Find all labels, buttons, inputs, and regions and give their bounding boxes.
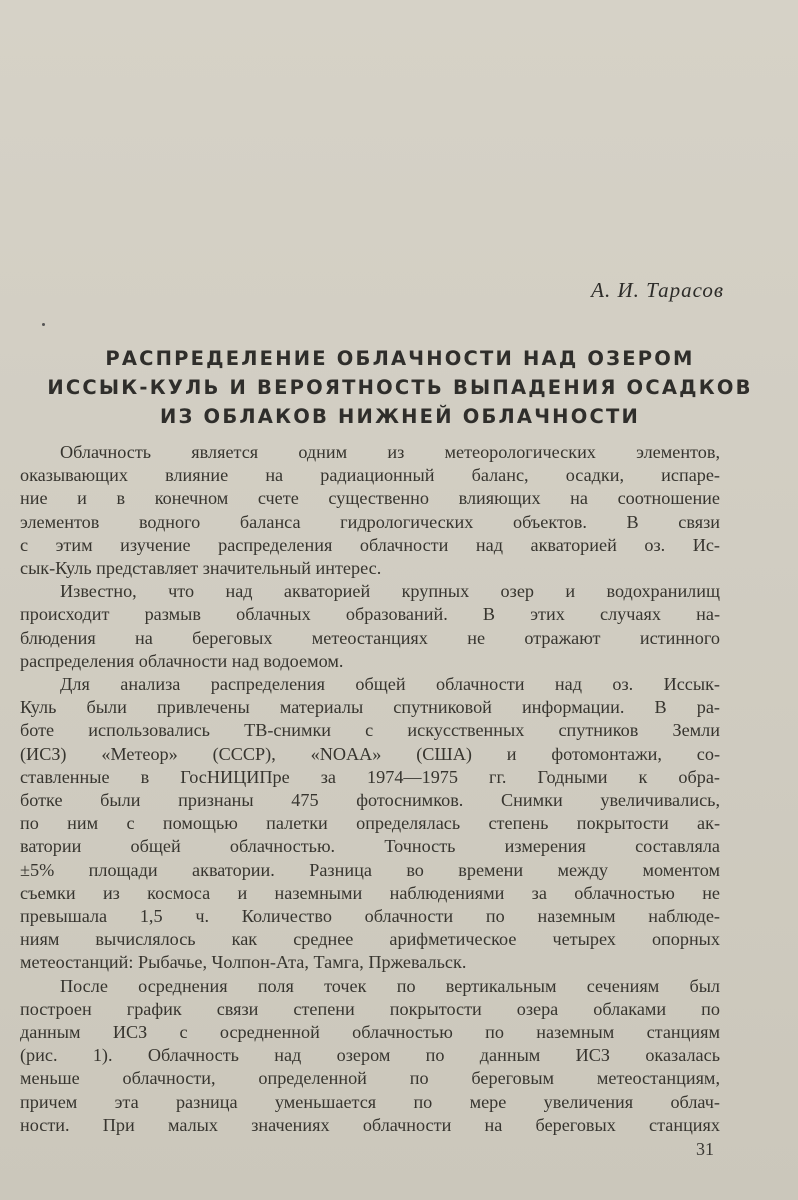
text-line: Известно, что над акваторией крупных озер и водохранилищ	[60, 581, 720, 602]
text-line: съемки из космоса и наземными наблюдениями за облачностью не	[20, 882, 720, 903]
text-line: После осреднения поля точек по вертикальным сечениям был	[60, 975, 720, 996]
text-line: превышала 1,5 ч. Количество облачности по наземным наблюде-	[20, 906, 720, 927]
text-line: (рис. 1). Облачность над озером по данным ИСЗ оказалась	[20, 1045, 720, 1066]
text-line: (ИСЗ) «Метеор» (СССР), «NOAA» (США) и фотомонтажи, со-	[20, 743, 720, 764]
text-line: ставленные в ГосНИЦИПре за 1974—1975 гг. Годными к обра-	[20, 766, 720, 787]
text-line: меньше облачности, определенной по береговым метеостанциям,	[20, 1068, 720, 1089]
text-line: с этим изучение распределения облачности над акваторией оз. Ис-	[20, 534, 720, 555]
title-line: РАСПРЕДЕЛЕНИЕ ОБЛАЧНОСТИ НАД ОЗЕРОМ	[105, 347, 695, 370]
text-line: ние и в конечном счете существенно влияющих на соотношение	[20, 488, 720, 509]
print-speck	[42, 323, 45, 326]
text-line: распределения облачности над водоемом.	[20, 650, 344, 671]
text-line: боте использовались ТВ-снимки с искусственных спутников Земли	[20, 720, 720, 741]
paragraph	[20, 673, 720, 975]
author-name: А. И. Тарасов	[591, 278, 724, 302]
paragraph	[20, 975, 720, 1137]
text-line: метеостанций: Рыбачье, Чолпон-Ата, Тамга, Пржевальск.	[20, 952, 467, 973]
text-line: ности. При малых значениях облачности на береговых станциях	[20, 1114, 720, 1135]
article-body	[20, 441, 720, 1137]
text-line: по ним с помощью палетки определялась степень покрытости ак-	[20, 813, 720, 834]
paragraph	[20, 441, 720, 580]
title-line: ИЗ ОБЛАКОВ НИЖНЕЙ ОБЛАЧНОСТИ	[159, 405, 641, 428]
text-line: ватории общей облачностью. Точность измерения составляла	[20, 836, 720, 857]
text-line: Куль были привлечены материалы спутниковой информации. В ра-	[20, 697, 720, 718]
text-line: построен график связи степени покрытости озера облаками по	[20, 998, 720, 1019]
text-line: причем эта разница уменьшается по мере увеличения облач-	[20, 1091, 720, 1112]
text-line: ±5% площади акватории. Разница во времени между моментом	[20, 859, 720, 880]
text-line: Облачность является одним из метеорологических элементов,	[60, 442, 720, 462]
text-line: элементов водного баланса гидрологических объектов. В связи	[20, 511, 720, 532]
text-line: ниям вычислялось как среднее арифметическое четырех опорных	[20, 929, 720, 950]
text-line: Для анализа распределения общей облачности над оз. Иссык-	[60, 674, 720, 695]
paragraph	[20, 580, 720, 673]
text-line: ботке были признаны 475 фотоснимков. Снимки увеличивались,	[20, 790, 720, 811]
text-line: происходит размыв облачных образований. В этих случаях на-	[20, 604, 720, 625]
article-title	[40, 344, 760, 431]
page-number: 31	[696, 1139, 714, 1159]
text-line: данным ИСЗ с осредненной облачностью по наземным станциям	[20, 1022, 720, 1043]
text-line: блюдения на береговых метеостанциях не отражают истинного	[20, 627, 720, 648]
title-line: ИССЫК-КУЛЬ И ВЕРОЯТНОСТЬ ВЫПАДЕНИЯ ОСАДКОВ	[47, 376, 753, 399]
text-line: оказывающих влияние на радиационный баланс, осадки, испаре-	[20, 465, 720, 486]
text-line: сык-Куль представляет значительный интерес.	[20, 558, 382, 579]
